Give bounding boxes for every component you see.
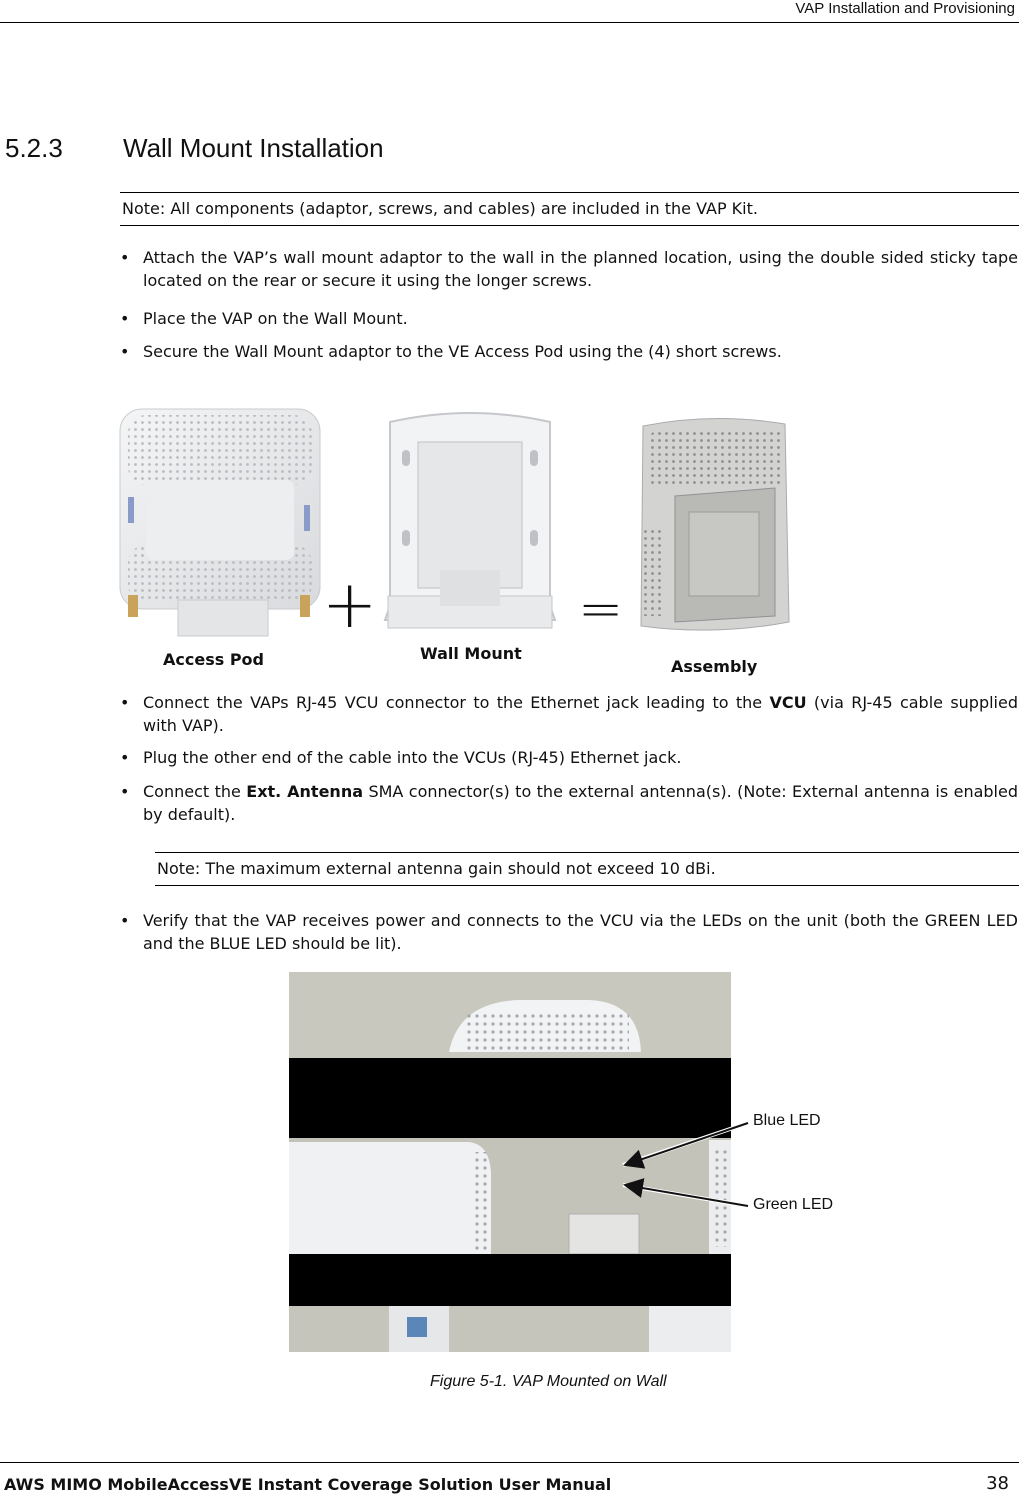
- bullet-verify: [120, 909, 1018, 955]
- bullet-attach: [120, 246, 1018, 292]
- bullet-dot: •: [120, 693, 130, 712]
- bullet-connect-vcu-text: Connect the VAPs RJ-45 VCU connector to the Ethernet jack leading to the VCU (via RJ-45 cable supplied with VAP).: [143, 693, 1019, 735]
- page-header: [0, 0, 1019, 23]
- section-heading: [5, 133, 384, 164]
- page-footer: [0, 1462, 1019, 1496]
- green-led-arrow: [625, 1185, 748, 1206]
- bullet-dot: •: [120, 748, 130, 767]
- note-components: Note: All components (adaptor, screws, and cables) are included in the VAP Kit.: [120, 192, 1019, 226]
- access-pod-label: Access Pod: [163, 650, 264, 669]
- wall-mount-image: [380, 410, 560, 636]
- bullet-antenna: [120, 780, 1018, 826]
- bullet-secure: [120, 340, 1018, 363]
- note-antenna-gain: Note: The maximum external antenna gain should not exceed 10 dBi.: [155, 852, 1019, 886]
- led-callout-arrows: [615, 1115, 755, 1215]
- bullet-antenna-text: Connect the Ext. Antenna SMA connector(s) to the external antenna(s). (Note: External antenna is enabled by default).: [143, 782, 1018, 824]
- page-number: 38: [986, 1473, 1009, 1494]
- assembly-image: [635, 416, 791, 636]
- bullet-verify-text: Verify that the VAP receives power and connects to the VCU via the LEDs on the unit (both the GREEN LED and the BLUE LED should be lit).: [143, 911, 1018, 953]
- green-led-label: Green LED: [753, 1196, 834, 1213]
- blue-led-arrow: [625, 1123, 748, 1165]
- blue-led-label: Blue LED: [753, 1112, 821, 1129]
- bullet-secure-text: Secure the Wall Mount adaptor to the VE Access Pod using the (4) short screws.: [143, 342, 782, 361]
- section-title: Wall Mount Installation: [123, 133, 384, 163]
- bullet-dot: •: [120, 309, 130, 328]
- bullet-attach-text: Attach the VAP’s wall mount adaptor to the wall in the planned location, using the double sided sticky tape located on the rear or secure it using the longer screws.: [143, 248, 1018, 290]
- bullet-place-text: Place the VAP on the Wall Mount.: [143, 309, 408, 328]
- bullet-dot: •: [120, 911, 130, 930]
- bullet-dot: •: [120, 342, 130, 361]
- bullet-plug: [120, 746, 1018, 769]
- figure-caption: Figure 5-1. VAP Mounted on Wall: [430, 1373, 667, 1390]
- header-title: VAP Installation and Provisioning: [795, 0, 1015, 17]
- vcu-bold: VCU: [769, 693, 807, 712]
- access-pod-image: [118, 405, 323, 637]
- section-number: 5.2.3: [5, 133, 63, 163]
- bullet-dot: •: [120, 782, 130, 801]
- bullet-plug-text: Plug the other end of the cable into the VCUs (RJ-45) Ethernet jack.: [143, 748, 682, 767]
- bullet-connect-vcu: [120, 691, 1018, 737]
- assembly-label: Assembly: [671, 657, 758, 676]
- footer-title: AWS MIMO MobileAccessVE Instant Coverage Solution User Manual: [4, 1475, 612, 1494]
- equals-sign: =: [578, 577, 624, 640]
- plus-sign: +: [322, 566, 378, 643]
- wall-mount-label: Wall Mount: [420, 644, 522, 663]
- ext-antenna-bold: Ext. Antenna: [246, 782, 364, 801]
- bullet-dot: •: [120, 248, 130, 267]
- bullet-place: [120, 307, 1018, 330]
